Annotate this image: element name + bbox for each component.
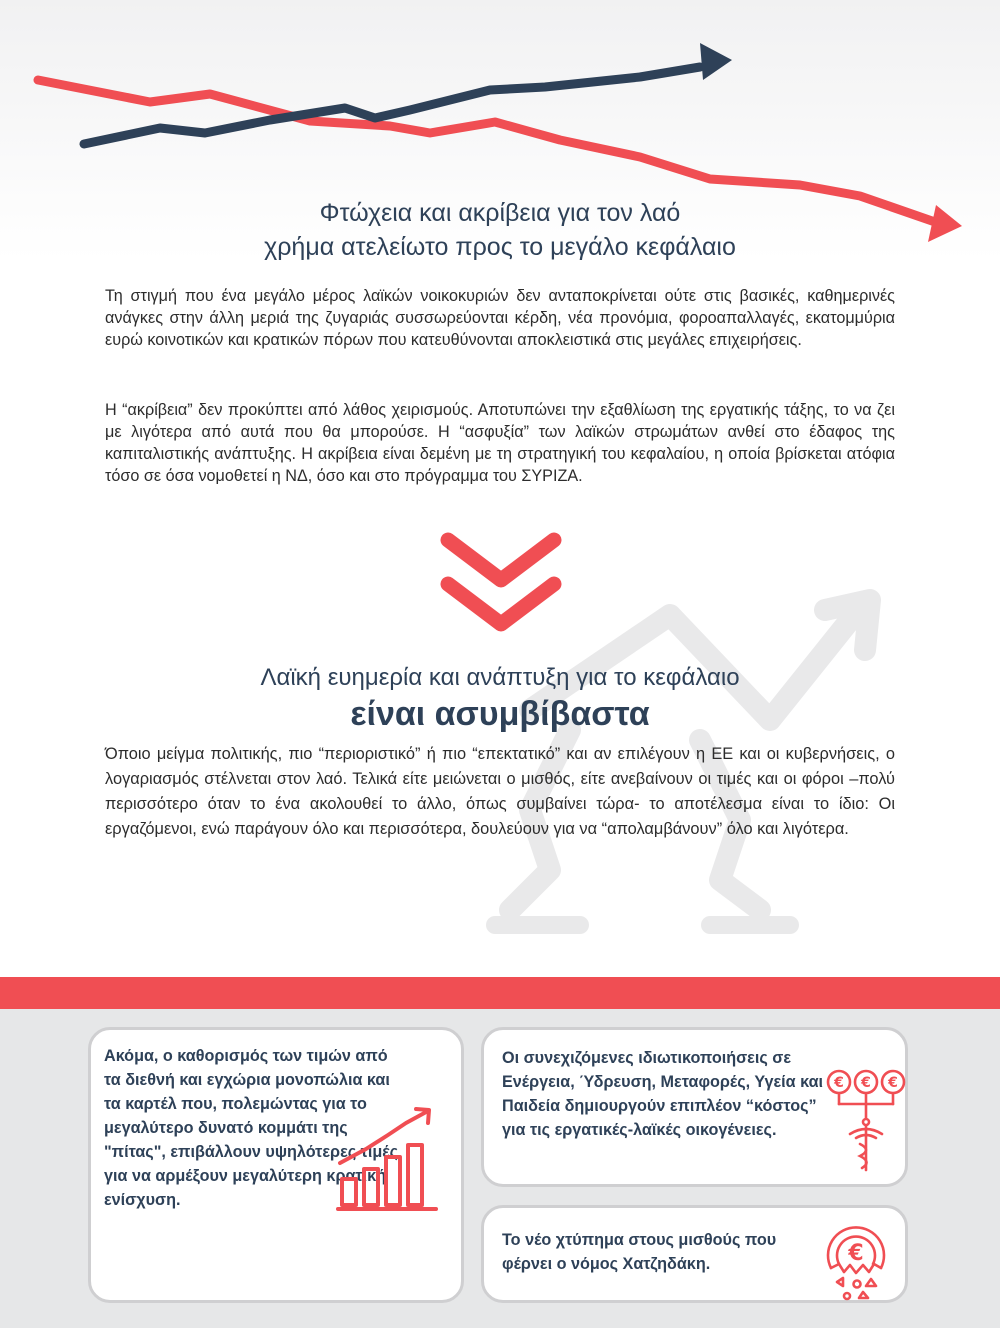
- double-chevron-down-icon: [436, 528, 566, 636]
- section-paragraph: Όποιο μείγμα πολιτικής, πιο “περιοριστικό” ή πιο “επεκτατικό” και αν επιλέγουν η ΕΕ και οι κυβερνήσεις, ο λογαριασμός στέλνεται στον λαό. Τελικά είτε μειώνεται ο μισθός, είτε ανεβαίνουν οι τιμές και οι φόροι –πολύ περισσότερο όταν το ένα ακολουθεί το άλλο, όπως συμβαίνει τώρα- το αποτέλεσμα είναι το ίδιο: Οι εργαζόμενοι, ενώ παράγουν όλο και περισσότερα, δουλεύουν για να “απολαμβάνουν” όλο και λιγότερα.: [105, 745, 895, 838]
- section-title-line1: Λαϊκή ευημερία και ανάπτυξη για το κεφάλαιο: [260, 664, 740, 691]
- cracked-euro-coin-icon: [819, 1216, 894, 1301]
- section-title: [0, 662, 1000, 734]
- card-wage-law-text: Το νέο χτύπημα στους μισθούς που φέρνει ο νόμος Χατζηδάκη.: [502, 1231, 777, 1273]
- navy-arrow-head: [700, 43, 732, 80]
- red-divider-band: [0, 977, 1000, 1009]
- section-title-line2: είναι ασυμβίβαστα: [350, 695, 650, 733]
- cracked-coin-euro-symbol: €: [848, 1241, 864, 1266]
- page-title: [0, 196, 1000, 264]
- card-privatizations: [481, 1027, 908, 1187]
- euro-coins-caduceus-icon: [826, 1060, 906, 1178]
- rising-navy-line: [84, 67, 700, 144]
- euro-coin-symbol-2: €: [861, 1075, 871, 1091]
- card-privatizations-text: Οι συνεχιζόμενες ιδιωτικοποιήσεις σε Ενέργεια, Ύδρευση, Μεταφορές, Υγεία και Παιδεία δημιουργούν επιπλέον “κόστος” για τις εργατικές-λαϊκές οικογένειες.: [502, 1049, 824, 1139]
- intro-paragraph-2: Η “ακρίβεια” δεν προκύπτει από λάθος χειρισμούς. Αποτυπώνει την εξαθλίωση της εργατικής τάξης, το να ζει με λιγότερα από αυτά που θα μπορούσε. Η “ασφυξία” των λαϊκών στρωμάτων ανθεί στο έδαφος της καπιταλιστικής ανάπτυξης. Η ακρίβεια είναι δεμένη με τη στρατηγική του κεφαλαίου, η οποία βρίσκεται ατόφια τόσο σε όσα νομοθετεί η ΝΔ, όσο και στο πρόγραμμα του ΣΥΡΙΖΑ.: [105, 401, 895, 485]
- intro-paragraph-1: Τη στιγμή που ένα μεγάλο μέρος λαϊκών νοικοκυριών δεν ανταποκρίνεται ούτε στις βασικές, καθημερινές ανάγκες στην άλλη μεριά της ζυγαριάς συσσωρεύονται κέρδη, νέα προνόμια, φοροαπαλλαγές, εκατομμύρια ευρώ κοινοτικών και κρατικών πόρων που κατευθύνονται αποκλειστικά στις μεγάλες επιχειρήσεις.: [105, 287, 895, 349]
- card-monopolies: [88, 1027, 464, 1303]
- euro-coin-symbol-1: €: [834, 1075, 844, 1091]
- page-title-line1: Φτώχεια και ακρίβεια για τον λαό: [319, 199, 681, 227]
- euro-coin-symbol-3: €: [888, 1075, 898, 1091]
- card-monopolies-text: Ακόμα, ο καθορισμός των τιμών από τα διεθνή και εγχώρια μονοπώλια και τα καρτέλ που, πολεμώντας για το μεγαλύτερο δυνατό κομμάτι της "πίτας", επιβάλλουν υψηλότερες τιμές για να αρμέξουν μεγαλύτερη κρατική ενίσχυση.: [104, 1047, 399, 1209]
- page-title-line2: χρήμα ατελείωτο προς το μεγάλο κεφάλαιο: [264, 233, 736, 261]
- card-wage-law: [481, 1205, 908, 1303]
- rising-bar-chart-icon: [336, 1105, 446, 1215]
